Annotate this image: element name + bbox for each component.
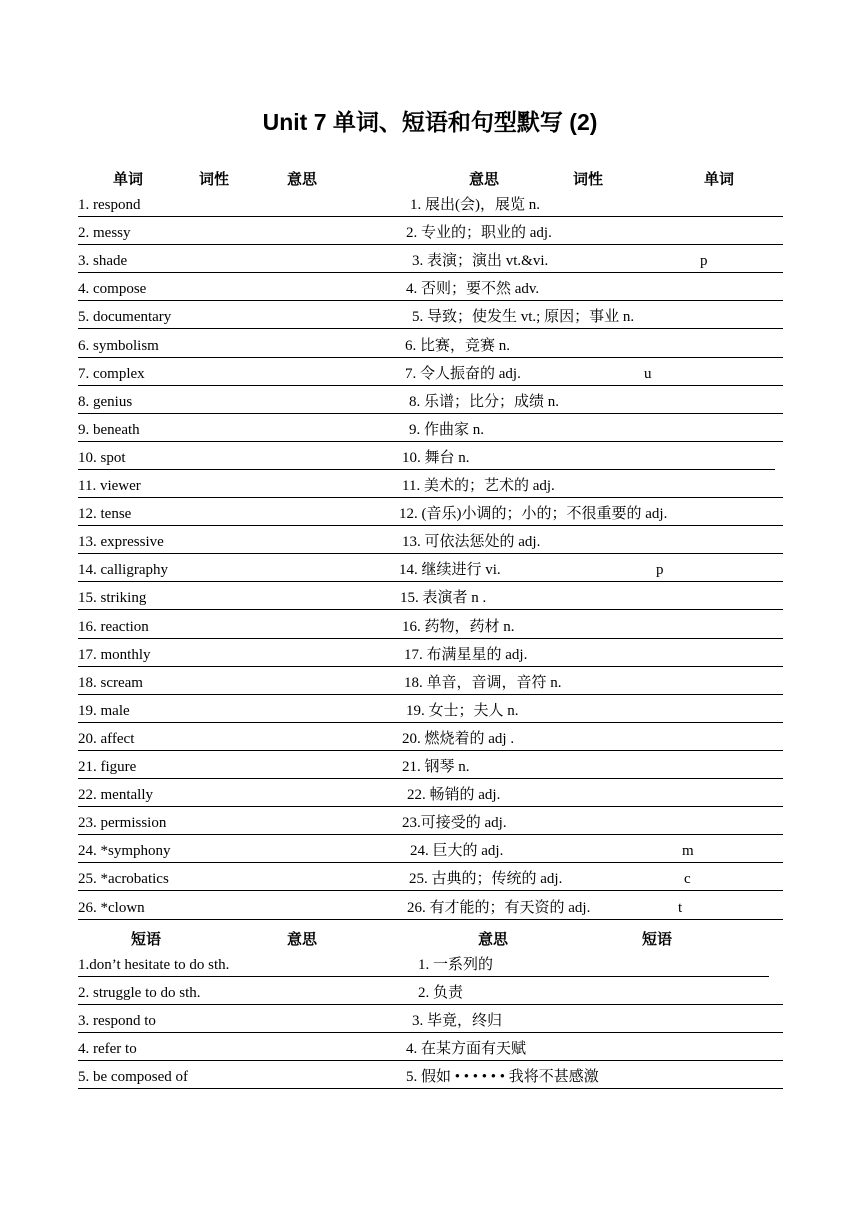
row-english: 19. male (78, 702, 130, 719)
row-english: 7. complex (78, 365, 145, 382)
row-english: 4. refer to (78, 1041, 137, 1058)
row-english: 1.don’t hesitate to do sth. (78, 957, 230, 973)
phrase-row (78, 948, 769, 977)
row-english: 13. expressive (78, 534, 164, 551)
header-word: 单词 (113, 170, 144, 188)
word-row (78, 244, 783, 273)
row-chinese: 12. (音乐)小调的；小的；不很重要的 adj. (399, 506, 668, 523)
row-chinese: 24. 巨大的 adj. (410, 843, 504, 860)
header-meaning: 意思 (287, 170, 318, 188)
header-phrase-right: 短语 (642, 930, 673, 948)
word-row (78, 188, 783, 217)
word-row (78, 329, 783, 358)
word-row (78, 216, 783, 245)
word-row (78, 385, 783, 414)
word-row (78, 272, 783, 301)
row-english: 11. viewer (78, 478, 141, 494)
row-chinese: 4. 否则；要不然 adv. (406, 281, 540, 298)
row-english: 23. permission (78, 815, 167, 832)
header-word-right: 单词 (704, 170, 735, 188)
row-chinese: 3. 表演；演出 vt.&vi. (412, 253, 549, 270)
row-chinese: 8. 乐谱；比分；成绩 n. (409, 393, 560, 410)
row-english: 4. compose (78, 281, 147, 298)
row-initial-hint: t (678, 899, 683, 916)
row-chinese: 22. 畅销的 adj. (407, 787, 501, 804)
phrase-row (78, 1004, 783, 1033)
row-english: 1. respond (78, 197, 141, 213)
phrase-row (78, 1060, 783, 1089)
word-row (78, 722, 783, 751)
word-row (78, 497, 783, 526)
row-chinese: 1. 一系列的 (418, 957, 494, 973)
row-english: 20. affect (78, 730, 135, 747)
row-english: 12. tense (78, 506, 132, 523)
header-phrase-meaning: 意思 (287, 930, 318, 948)
row-initial-hint: u (644, 365, 652, 382)
word-row (78, 834, 783, 863)
header-meaning-right: 意思 (469, 170, 500, 188)
word-row (78, 610, 783, 639)
word-row (78, 581, 783, 610)
row-initial-hint: p (656, 562, 664, 579)
row-english: 5. be composed of (78, 1069, 188, 1086)
header-part-of-speech-right: 词性 (573, 170, 604, 188)
word-row (78, 300, 783, 329)
row-chinese: 3. 毕竟，终归 (412, 1013, 503, 1030)
row-chinese: 5. 导致；使发生 vt.; 原因；事业 n. (412, 309, 635, 326)
row-english: 2. messy (78, 225, 131, 242)
header-part-of-speech: 词性 (199, 170, 230, 188)
phrase-row (78, 976, 783, 1005)
row-chinese: 10. 舞台 n. (402, 449, 470, 466)
row-chinese: 26. 有才能的；有天资的 adj. (407, 899, 591, 916)
row-initial-hint: c (684, 871, 691, 888)
row-chinese: 4. 在某方面有天赋 (406, 1041, 527, 1058)
row-chinese: 1. 展出(会)，展览 n. (410, 197, 540, 213)
word-row (78, 357, 783, 386)
row-english: 18. scream (78, 674, 143, 691)
row-english: 3. shade (78, 253, 128, 270)
word-row (78, 525, 783, 554)
row-chinese: 6. 比赛，竞赛 n. (405, 337, 511, 354)
row-chinese: 19. 女士；夫人 n. (406, 702, 519, 719)
row-chinese: 17. 布满星星的 adj. (404, 646, 528, 663)
row-chinese: 18. 单音，音调，音符 n. (404, 674, 562, 691)
word-row (78, 469, 783, 498)
word-row (78, 806, 783, 835)
header-phrase-meaning-right: 意思 (478, 930, 509, 948)
word-row (78, 750, 783, 779)
row-english: 15. striking (78, 590, 147, 607)
row-chinese: 16. 药物，药材 n. (402, 618, 515, 635)
row-chinese: 15. 表演者 n . (400, 590, 487, 607)
row-chinese: 23.可接受的 adj. (402, 815, 507, 832)
word-row (78, 694, 783, 723)
row-english: 21. figure (78, 759, 137, 775)
word-row (78, 666, 783, 695)
row-english: 14. calligraphy (78, 562, 168, 579)
row-english: 17. monthly (78, 646, 151, 663)
row-chinese: 21. 钢琴 n. (402, 759, 470, 775)
row-english: 26. *clown (78, 899, 145, 916)
row-chinese: 2. 专业的；职业的 adj. (406, 225, 552, 242)
row-english: 9. beneath (78, 421, 140, 438)
word-row (78, 638, 783, 667)
row-chinese: 25. 古典的；传统的 adj. (409, 871, 563, 888)
row-english: 22. mentally (78, 787, 153, 804)
row-chinese: 13. 可依法惩处的 adj. (402, 534, 541, 551)
row-chinese: 14. 继续进行 vi. (399, 562, 501, 579)
row-chinese: 7. 令人振奋的 adj. (405, 365, 521, 382)
row-chinese: 2. 负责 (418, 985, 464, 1002)
row-chinese: 11. 美术的；艺术的 adj. (402, 478, 555, 494)
row-english: 3. respond to (78, 1013, 156, 1030)
word-row (78, 441, 775, 470)
row-english: 8. genius (78, 393, 133, 410)
row-english: 6. symbolism (78, 337, 159, 354)
word-row (78, 553, 783, 582)
row-english: 16. reaction (78, 618, 149, 635)
row-initial-hint: p (700, 253, 708, 270)
row-english: 24. *symphony (78, 843, 171, 860)
word-row (78, 891, 783, 920)
row-chinese: 20. 燃烧着的 adj . (402, 730, 515, 747)
word-row (78, 413, 783, 442)
row-english: 5. documentary (78, 309, 172, 326)
word-row (78, 778, 783, 807)
row-chinese: 9. 作曲家 n. (409, 421, 485, 438)
row-english: 2. struggle to do sth. (78, 985, 201, 1002)
header-phrase: 短语 (131, 930, 162, 948)
phrase-row (78, 1032, 783, 1061)
row-english: 25. *acrobatics (78, 871, 169, 888)
row-initial-hint: m (682, 843, 694, 860)
page-title: Unit 7 单词、短语和句型默写 (2) (262, 109, 598, 135)
row-chinese: 5. 假如 • • • • • • 我将不甚感激 (406, 1069, 599, 1086)
word-row (78, 862, 783, 891)
row-english: 10. spot (78, 449, 126, 466)
